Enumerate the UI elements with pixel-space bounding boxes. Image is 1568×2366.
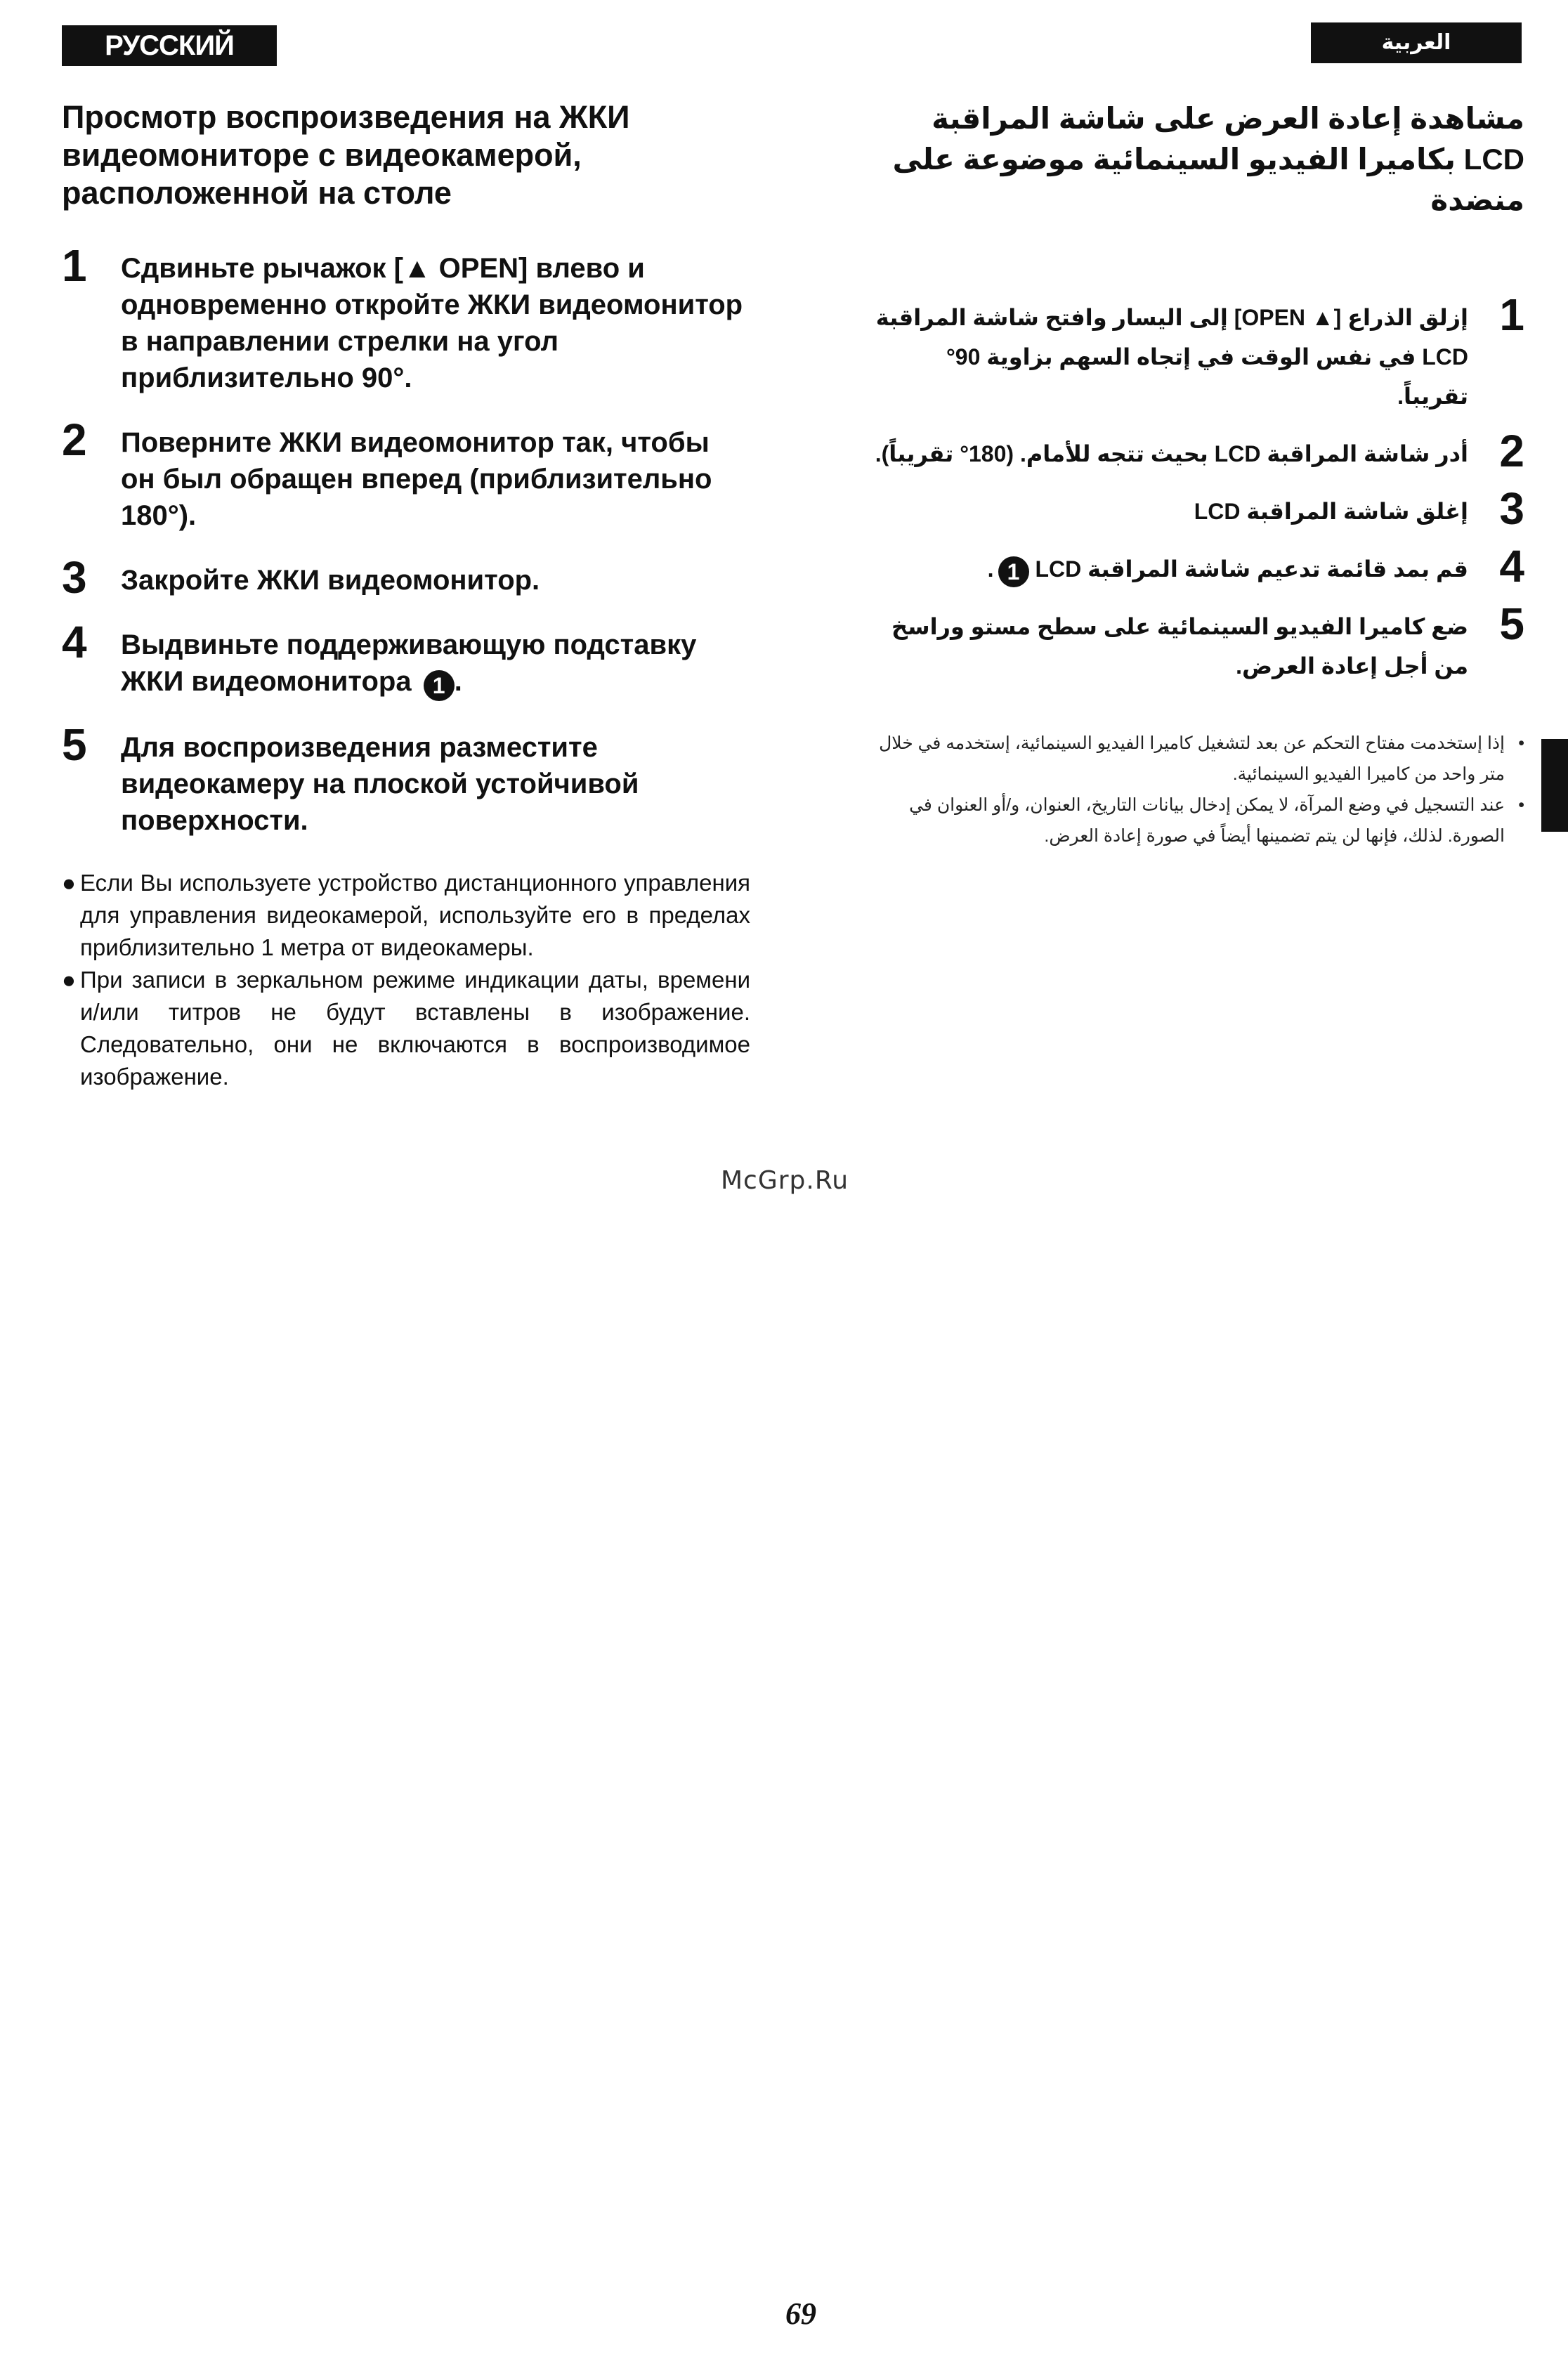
step-text — [121, 627, 750, 701]
bullet-icon: ● — [62, 967, 76, 993]
step-text: إغلق شاشة المراقبة LCD — [1194, 499, 1468, 524]
step-text: أدر شاشة المراقبة LCD بحيث تتجه للأمام. (180° تقريباً). — [875, 441, 1468, 466]
note-text: При записи в зеркальном режиме индикации даты, времени и/или титров не будут вставлены в изображение. Следовательно, они не включаются в воспроизводимое изображение. — [80, 967, 750, 1090]
step-number: 5 — [62, 719, 87, 770]
step-text-main: قم بمد قائمة تدعيم شاشة المراقبة LCD — [1035, 556, 1468, 582]
ru-step-5 — [62, 719, 750, 839]
ar-note-1 — [871, 728, 1524, 790]
ar-step-5 — [871, 599, 1524, 686]
russian-column — [62, 98, 750, 1093]
ar-note-2 — [871, 790, 1524, 851]
note-text: إذا إستخدمت مفتاح التحكم عن بعد لتشغيل كاميرا الفيديو السينمائية، إستخدمه في خلال متر واحد من كاميرا الفيديو السينمائية. — [879, 733, 1505, 784]
arabic-title: مشاهدة إعادة العرض على شاشة المراقبة LCD بكاميرا الفيديو السينمائية موضوعة على منضدة — [892, 102, 1524, 216]
circled-number-1-icon: 1 — [998, 556, 1029, 587]
step-number: 4 — [62, 617, 87, 667]
step-text-tail: . — [454, 666, 462, 697]
watermark-text: McGrp.Ru — [721, 1166, 849, 1195]
ru-step-4 — [62, 617, 750, 701]
step-number: 2 — [1499, 426, 1524, 476]
step-number: 2 — [62, 414, 87, 465]
ar-step-2 — [871, 426, 1524, 476]
arabic-column — [871, 98, 1524, 851]
russian-title: Просмотр воспроизведения на ЖКИ видеомониторе с видеокамерой, расположенной на столе — [62, 99, 630, 211]
step-number: 1 — [1499, 289, 1524, 340]
circled-number-1-icon: 1 — [424, 670, 455, 701]
ru-step-2 — [62, 414, 750, 534]
step-text: Поверните ЖКИ видеомонитор так, чтобы он был обращен вперед (приблизительно 180°). — [121, 427, 712, 531]
page-number: 69 — [785, 2296, 816, 2331]
step-number: 4 — [1499, 541, 1524, 592]
bullet-icon: • — [1518, 795, 1524, 815]
step-text: إزلق الذراع [▲ OPEN] إلى اليسار وافتح شاشة المراقبة LCD في نفس الوقت في إتجاه السهم بزاوية 90° تقريباً. — [875, 305, 1468, 409]
step-number: 3 — [1499, 483, 1524, 534]
ru-note-2 — [62, 964, 750, 1093]
step-text: Сдвиньте рычажок [▲ OPEN] влево и одновременно откройте ЖКИ видеомонитор в направлении стрелки на угол приблизительно 90°. — [121, 253, 743, 393]
step-number: 5 — [1499, 599, 1524, 649]
step-number: 3 — [62, 552, 87, 603]
step-text: Закройте ЖКИ видеомонитор. — [121, 565, 540, 596]
step-number: 1 — [62, 240, 87, 291]
ru-note-1 — [62, 867, 750, 964]
step-text-main: Выдвиньте поддерживающую подставку ЖКИ видеомонитора — [121, 629, 697, 697]
bullet-icon: ● — [62, 870, 76, 896]
russian-notes — [62, 867, 750, 1093]
step-text: ضع كاميرا الفيديو السينمائية على سطح مستو وراسخ من أجل إعادة العرض. — [891, 614, 1468, 679]
step-text — [871, 549, 1468, 589]
note-text: Если Вы используете устройство дистанционного управления для управления видеокамерой, используйте его в пределах приблизительно 1 метра от видеокамеры. — [80, 870, 750, 960]
russian-language-badge: РУССКИЙ ЯЗЫК — [62, 25, 277, 66]
step-text-tail: . — [987, 556, 994, 582]
note-text: عند التسجيل في وضع المرآة، لا يمكن إدخال بيانات التاريخ، العنوان، و/أو العنوان في الصورة. لذلك، فإنها لن يتم تضمينها أيضاً في صورة إعادة العرض. — [909, 795, 1505, 846]
ar-step-3 — [871, 483, 1524, 534]
ar-step-4 — [871, 541, 1524, 592]
ru-step-3 — [62, 552, 750, 603]
arabic-notes — [871, 728, 1524, 851]
step-text: Для воспроизведения разместите видеокамеру на плоской устойчивой поверхности. — [121, 732, 639, 836]
section-tab-marker — [1541, 739, 1568, 832]
bullet-icon: • — [1518, 733, 1524, 753]
ar-step-1 — [871, 289, 1524, 416]
ru-step-1 — [62, 240, 750, 396]
arabic-language-badge: العربية — [1311, 22, 1522, 63]
